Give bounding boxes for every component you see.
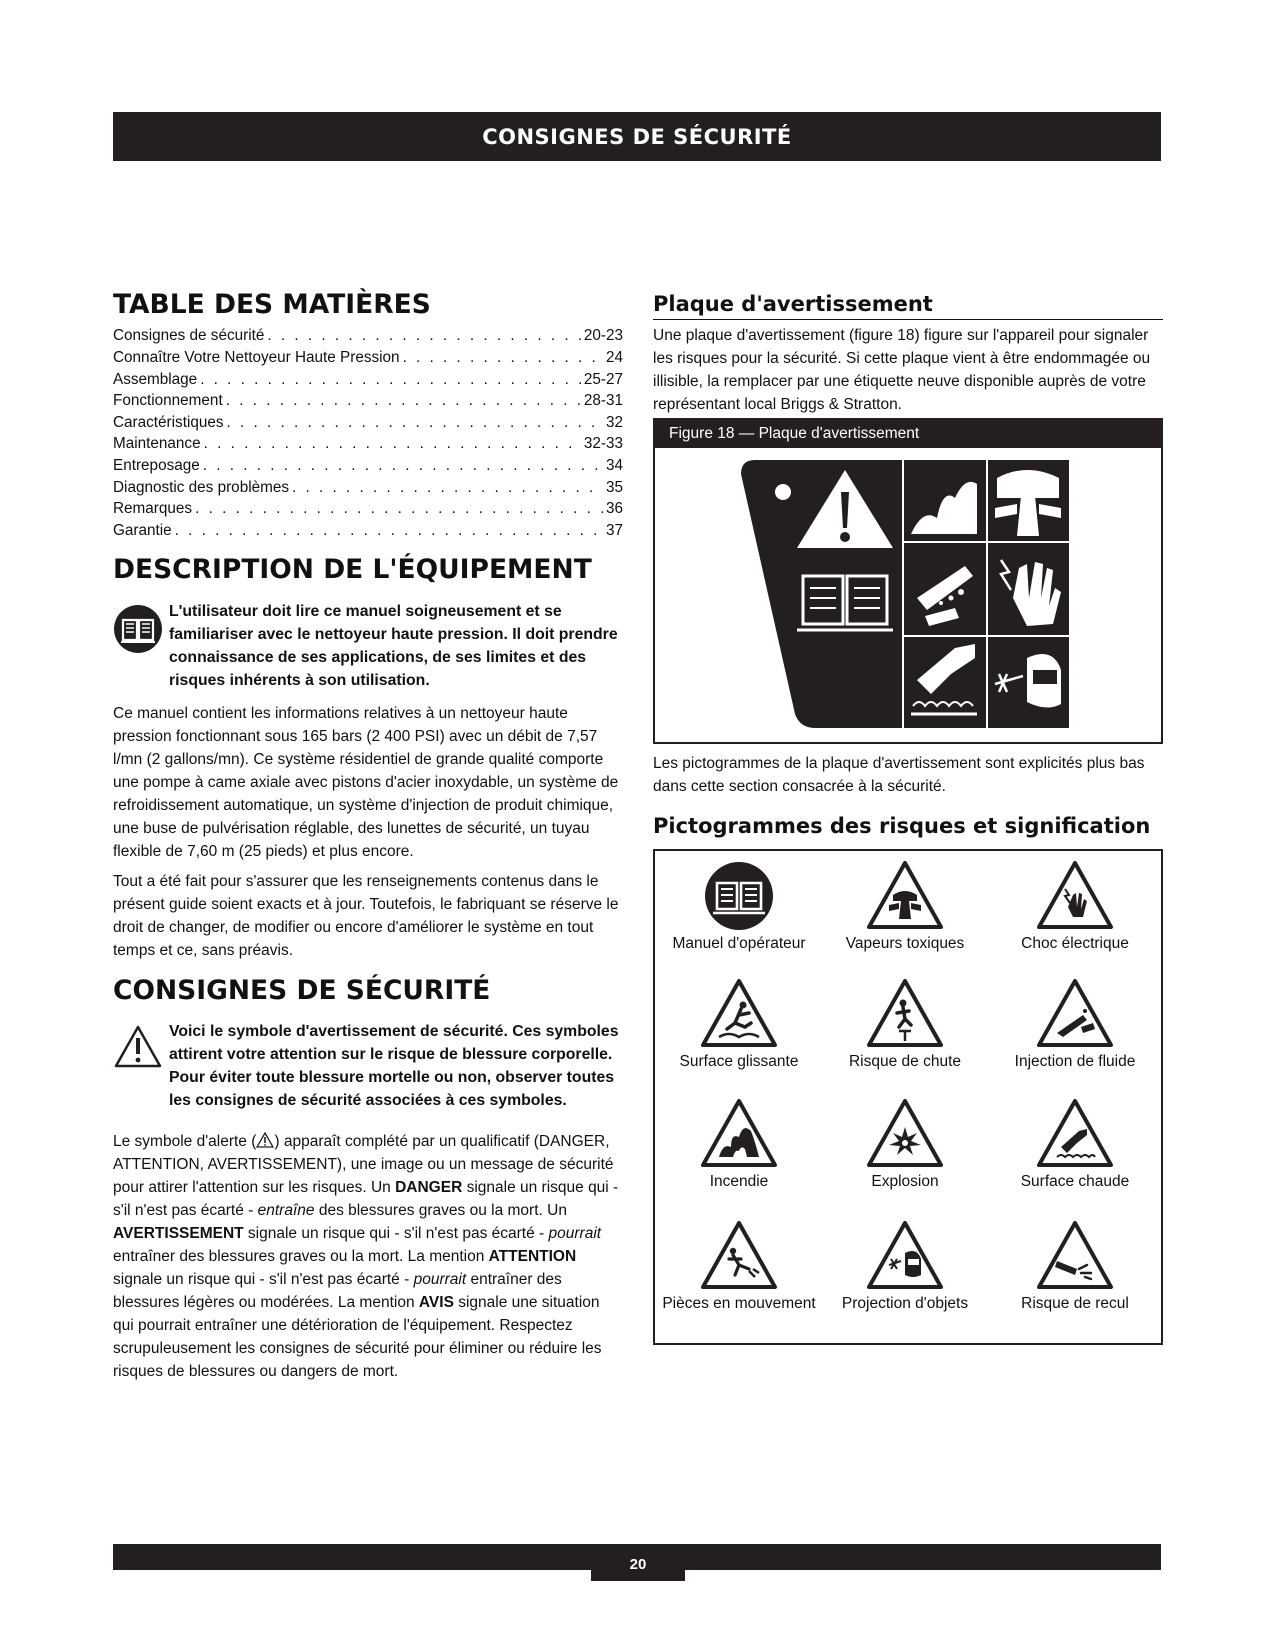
manual-callout-text: L'utilisateur doit lire ce manuel soigneusement et se familiariser avec le nettoyeur haute pression. Il doit prendre connaissance de ses applications, de ses limites et des risques inhérents à son utilisation.	[169, 602, 618, 689]
description-paragraph-2: Tout a été fait pour s'assurer que les renseignements contenus dans le présent guide soient exacts et à jour. Toutefois, le fabriquant se réserve le droit de changer, de modifier ou encore d'améliorer le système en tout temps et ce, sans préavis.	[113, 872, 619, 959]
warning-plate-image	[655, 448, 1161, 740]
toc-item: Connaître Votre Nettoyeur Haute Pression . . . 24	[113, 347, 623, 369]
pictogram-fall-hazard: Risque de chute	[821, 977, 989, 1071]
electric-shock-icon	[1035, 859, 1115, 931]
fall-hazard-icon	[865, 977, 945, 1049]
toc-item: Entreposage . . . 34	[113, 455, 623, 477]
description-title: DESCRIPTION DE L'ÉQUIPEMENT	[113, 554, 592, 586]
pictogram-explosion: Explosion	[821, 1097, 989, 1191]
pictogram-fluid-injection: Injection de fluide	[991, 977, 1159, 1071]
flying-objects-icon	[865, 1219, 945, 1291]
inline-alert-icon	[256, 1132, 274, 1148]
header-title: CONSIGNES DE SÉCURITÉ	[482, 124, 792, 149]
toc-title: TABLE DES MATIÈRES	[113, 289, 431, 320]
fluid-injection-icon	[1035, 977, 1115, 1049]
toc-item: Garantie . . . 37	[113, 520, 623, 542]
plaque-after-paragraph: Les pictogrammes de la plaque d'avertissement sont explicités plus bas dans cette section consacrée à la sécurité.	[653, 755, 1145, 795]
pictograms-title: Pictogrammes des risques et signification	[653, 814, 1151, 838]
safety-callout-text: Voici le symbole d'avertissement de sécurité. Ces symboles attirent votre attention sur le risque de blessure corporelle. Pour éviter toute blessure mortelle ou non, observer toutes les consignes de sécurité associées à ces symboles.	[169, 1023, 619, 1110]
page-number-tab	[591, 1544, 685, 1581]
alert-triangle-icon	[113, 1020, 169, 1112]
pictogram-toxic-fumes: Vapeurs toxiques	[821, 859, 989, 953]
toc-item: Fonctionnement . . . 28-31	[113, 390, 623, 412]
left-column	[113, 290, 623, 1383]
manual-callout	[113, 600, 623, 692]
hot-surface-icon	[1035, 1097, 1115, 1169]
pictogram-electric-shock: Choc électrique	[991, 859, 1159, 953]
toc-item: Caractéristiques . . . 32	[113, 412, 623, 434]
toxic-fumes-icon	[865, 859, 945, 931]
toc-item: Diagnostic des problèmes . . . 35	[113, 477, 623, 499]
toc-item: Assemblage . . . 25-27	[113, 369, 623, 391]
toc-item: Remarques . . . 36	[113, 498, 623, 520]
toc-item: Maintenance . . . 32-33	[113, 433, 623, 455]
explosion-icon	[865, 1097, 945, 1169]
moving-parts-icon	[699, 1219, 779, 1291]
toc-list	[113, 325, 623, 541]
pictogram-kickback: Risque de recul	[991, 1219, 1159, 1313]
page-header	[113, 112, 1161, 161]
right-column	[653, 292, 1163, 1345]
pictogram-hot-surface: Surface chaude	[991, 1097, 1159, 1191]
pictogram-manual: Manuel d'opérateur	[655, 859, 823, 953]
manual-icon	[701, 859, 777, 931]
plaque-paragraph: Une plaque d'avertissement (figure 18) figure sur l'appareil pour signaler les risques pour la sécurité. Si cette plaque vient à être endommagée ou illisible, la remplacer par une étiquette neuve disponible auprès de votre représentant local Briggs & Stratton.	[653, 327, 1151, 413]
page-number: 20	[629, 1556, 647, 1573]
manual-icon	[113, 600, 169, 692]
slippery-surface-icon	[699, 977, 779, 1049]
safety-callout	[113, 1020, 623, 1112]
safety-paragraph: Le symbole d'alerte ( ) apparaît complété par un qualificatif (DANGER, ATTENTION, AVERTISSEMENT), une image ou un message de sécurité pour attirer l'attention sur les risques. Un DANGER signale un risque qui - s'il n'est pas écarté - entraîne des blessures graves ou la mort. Un AVERTISSEMENT signale un risque qui - s'il n'est pas écarté - pourrait entraîner des blessures graves ou la mort. La mention ATTENTION signale un risque qui - s'il n'est pas écarté - pourrait entraîner des blessures légères ou modérées. La mention AVIS signale une situation qui pourrait entraîner une détérioration de l'équipement. Respectez scrupuleusement les consignes de sécurité pour éliminer ou réduire les risques de blessures ou dangers de mort.	[113, 1133, 619, 1381]
fire-icon	[699, 1097, 779, 1169]
pictogram-fire: Incendie	[655, 1097, 823, 1191]
pictogram-flying-objects: Projection d'objets	[821, 1219, 989, 1313]
warning-plate-figure	[653, 418, 1163, 744]
safety-title: CONSIGNES DE SÉCURITÉ	[113, 974, 491, 1006]
pictograms-grid	[653, 849, 1163, 1345]
pictogram-slippery-surface: Surface glissante	[655, 977, 823, 1071]
description-paragraph-1: Ce manuel contient les informations relatives à un nettoyeur haute pression fonctionnant sous 165 bars (2 400 PSI) avec un débit de 7,57 l/mn (2 gallons/mn). Ce système résidentiel de grande qualité comporte une pompe à came axiale avec pistons d'acier inoxydable, un système de refroidissement automatique, un système d'injection de produit chimique, une buse de pulvérisation réglable, des lunettes de sécurité, un tuyau flexible de 7,60 m (25 pieds) et plus encore.	[113, 704, 619, 860]
figure-caption: Figure 18 — Plaque d'avertissement	[655, 420, 1161, 448]
pictogram-moving-parts: Pièces en mouvement	[655, 1219, 823, 1313]
toc-item: Consignes de sécurité . . . 20-23	[113, 325, 623, 347]
kickback-icon	[1035, 1219, 1115, 1291]
plaque-title: Plaque d'avertissement	[653, 292, 1163, 320]
